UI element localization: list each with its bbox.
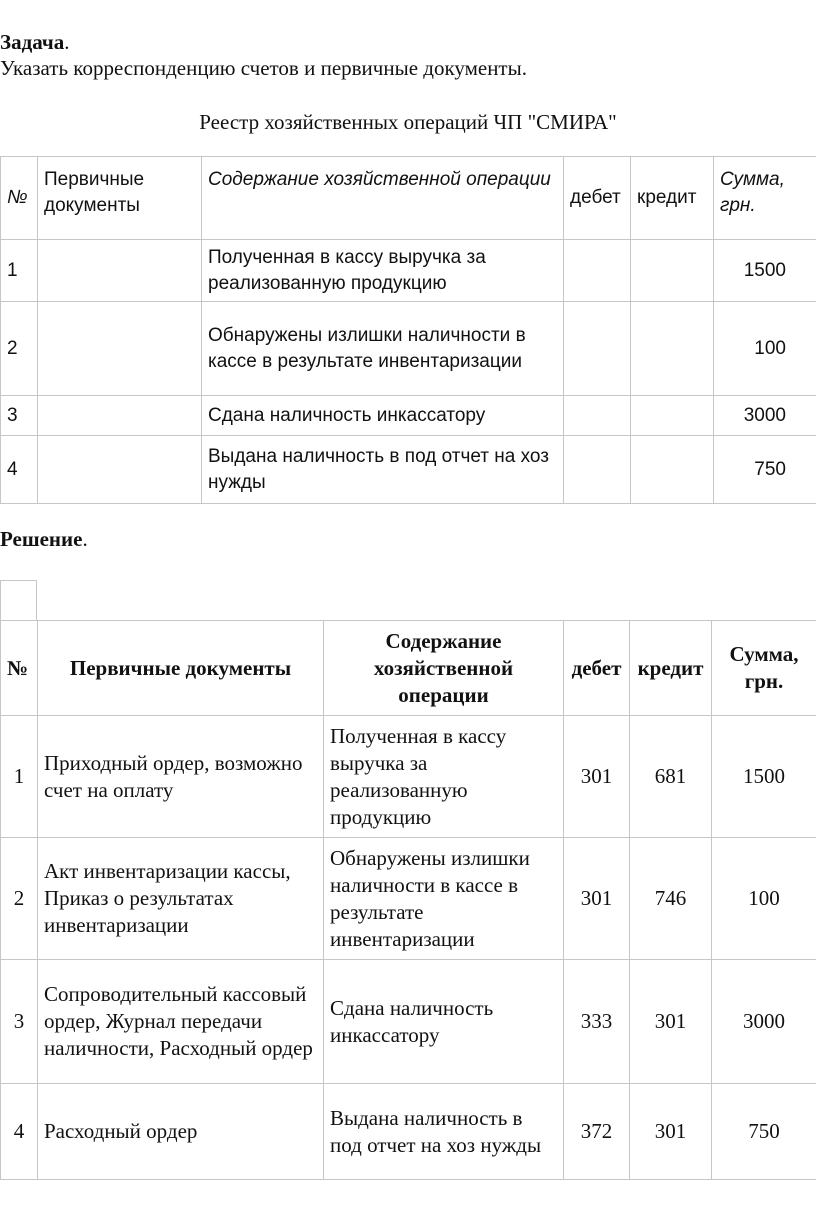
- row-content: Сдана наличность инкассатору: [202, 396, 564, 436]
- table-row: [1, 716, 816, 838]
- row-sum: 3000: [712, 960, 816, 1084]
- row-content: Полученная в кассу выручка за реализованную продукцию: [324, 716, 564, 838]
- table-row: [1, 302, 816, 396]
- row-credit: 301: [630, 1084, 712, 1180]
- row-credit: 746: [630, 838, 712, 960]
- row-sum: 750: [712, 1084, 816, 1180]
- table-row: [1, 436, 816, 504]
- row-sum: 100: [714, 302, 816, 396]
- header-content: Содержание хозяйственной операции: [324, 621, 564, 716]
- solution-heading-label: Решение: [0, 527, 83, 551]
- row-content: Выдана наличность в под отчет на хоз нужды: [324, 1084, 564, 1180]
- row-docs: Приходный ордер, возможно счет на оплату: [38, 716, 324, 838]
- table-row: [1, 960, 816, 1084]
- registry-title: Реестр хозяйственных операций ЧП "СМИРА": [199, 110, 617, 134]
- row-content: Выдана наличность в под отчет на хоз нужды: [202, 436, 564, 504]
- row-docs: [38, 302, 202, 396]
- row-credit: 301: [630, 960, 712, 1084]
- row-credit: [631, 302, 714, 396]
- row-num: 3: [1, 960, 38, 1084]
- task-heading-suffix: .: [64, 30, 70, 54]
- row-docs: Расходный ордер: [38, 1084, 324, 1180]
- header-debit: дебет: [564, 157, 631, 240]
- header-content: Содержание хозяйственной операции: [202, 157, 564, 240]
- row-credit: [631, 396, 714, 436]
- header-docs: Первичные документы: [38, 621, 324, 716]
- row-sum: 750: [714, 436, 816, 504]
- row-debit: [564, 302, 631, 396]
- task-heading-label: Задача: [0, 30, 65, 54]
- row-num: 4: [1, 1084, 38, 1180]
- solution-heading: [0, 527, 88, 552]
- row-num: 1: [1, 240, 38, 302]
- row-debit: [564, 436, 631, 504]
- header-num: №: [1, 157, 38, 240]
- header-sum: Сумма, грн.: [712, 621, 816, 716]
- empty-cell: [0, 580, 37, 620]
- header-debit: дебет: [564, 621, 630, 716]
- row-num: 3: [1, 396, 38, 436]
- solution-heading-suffix: .: [82, 527, 88, 551]
- row-debit: 372: [564, 1084, 630, 1180]
- solution-table: [0, 620, 816, 1180]
- header-credit: кредит: [631, 157, 714, 240]
- row-sum: 1500: [714, 240, 816, 302]
- header-docs: Первичные документы: [38, 157, 202, 240]
- row-docs: [38, 240, 202, 302]
- row-content: Сдана наличность инкассатору: [324, 960, 564, 1084]
- row-debit: 333: [564, 960, 630, 1084]
- row-content: Обнаружены излишки наличности в кассе в результате инвентаризации: [324, 838, 564, 960]
- header-num: №: [1, 621, 38, 716]
- row-sum: 3000: [714, 396, 816, 436]
- row-docs: Акт инвентаризации кассы, Приказ о результатах инвентаризации: [38, 838, 324, 960]
- row-num: 2: [1, 838, 38, 960]
- row-debit: [564, 396, 631, 436]
- row-credit: [631, 436, 714, 504]
- table-row: [1, 1084, 816, 1180]
- header-credit: кредит: [630, 621, 712, 716]
- table-header-row: [1, 157, 816, 240]
- row-docs: Сопроводительный кассовый ордер, Журнал передачи наличности, Расходный ордер: [38, 960, 324, 1084]
- table-row: [1, 838, 816, 960]
- row-sum: 100: [712, 838, 816, 960]
- row-docs: [38, 436, 202, 504]
- row-num: 1: [1, 716, 38, 838]
- row-sum: 1500: [712, 716, 816, 838]
- row-content: Полученная в кассу выручка за реализованную продукцию: [202, 240, 564, 302]
- row-num: 2: [1, 302, 38, 396]
- row-content: Обнаружены излишки наличности в кассе в результате инвентаризации: [202, 302, 564, 396]
- row-docs: [38, 396, 202, 436]
- row-credit: 681: [630, 716, 712, 838]
- table-header-row: [1, 621, 816, 716]
- row-debit: [564, 240, 631, 302]
- row-credit: [631, 240, 714, 302]
- header-sum: Сумма, грн.: [714, 157, 816, 240]
- table-row: [1, 240, 816, 302]
- task-heading: [0, 30, 69, 55]
- row-debit: 301: [564, 716, 630, 838]
- task-text: Указать корреспонденцию счетов и первичные документы.: [0, 56, 527, 80]
- row-num: 4: [1, 436, 38, 504]
- registry-table: [0, 156, 816, 504]
- table-row: [1, 396, 816, 436]
- row-debit: 301: [564, 838, 630, 960]
